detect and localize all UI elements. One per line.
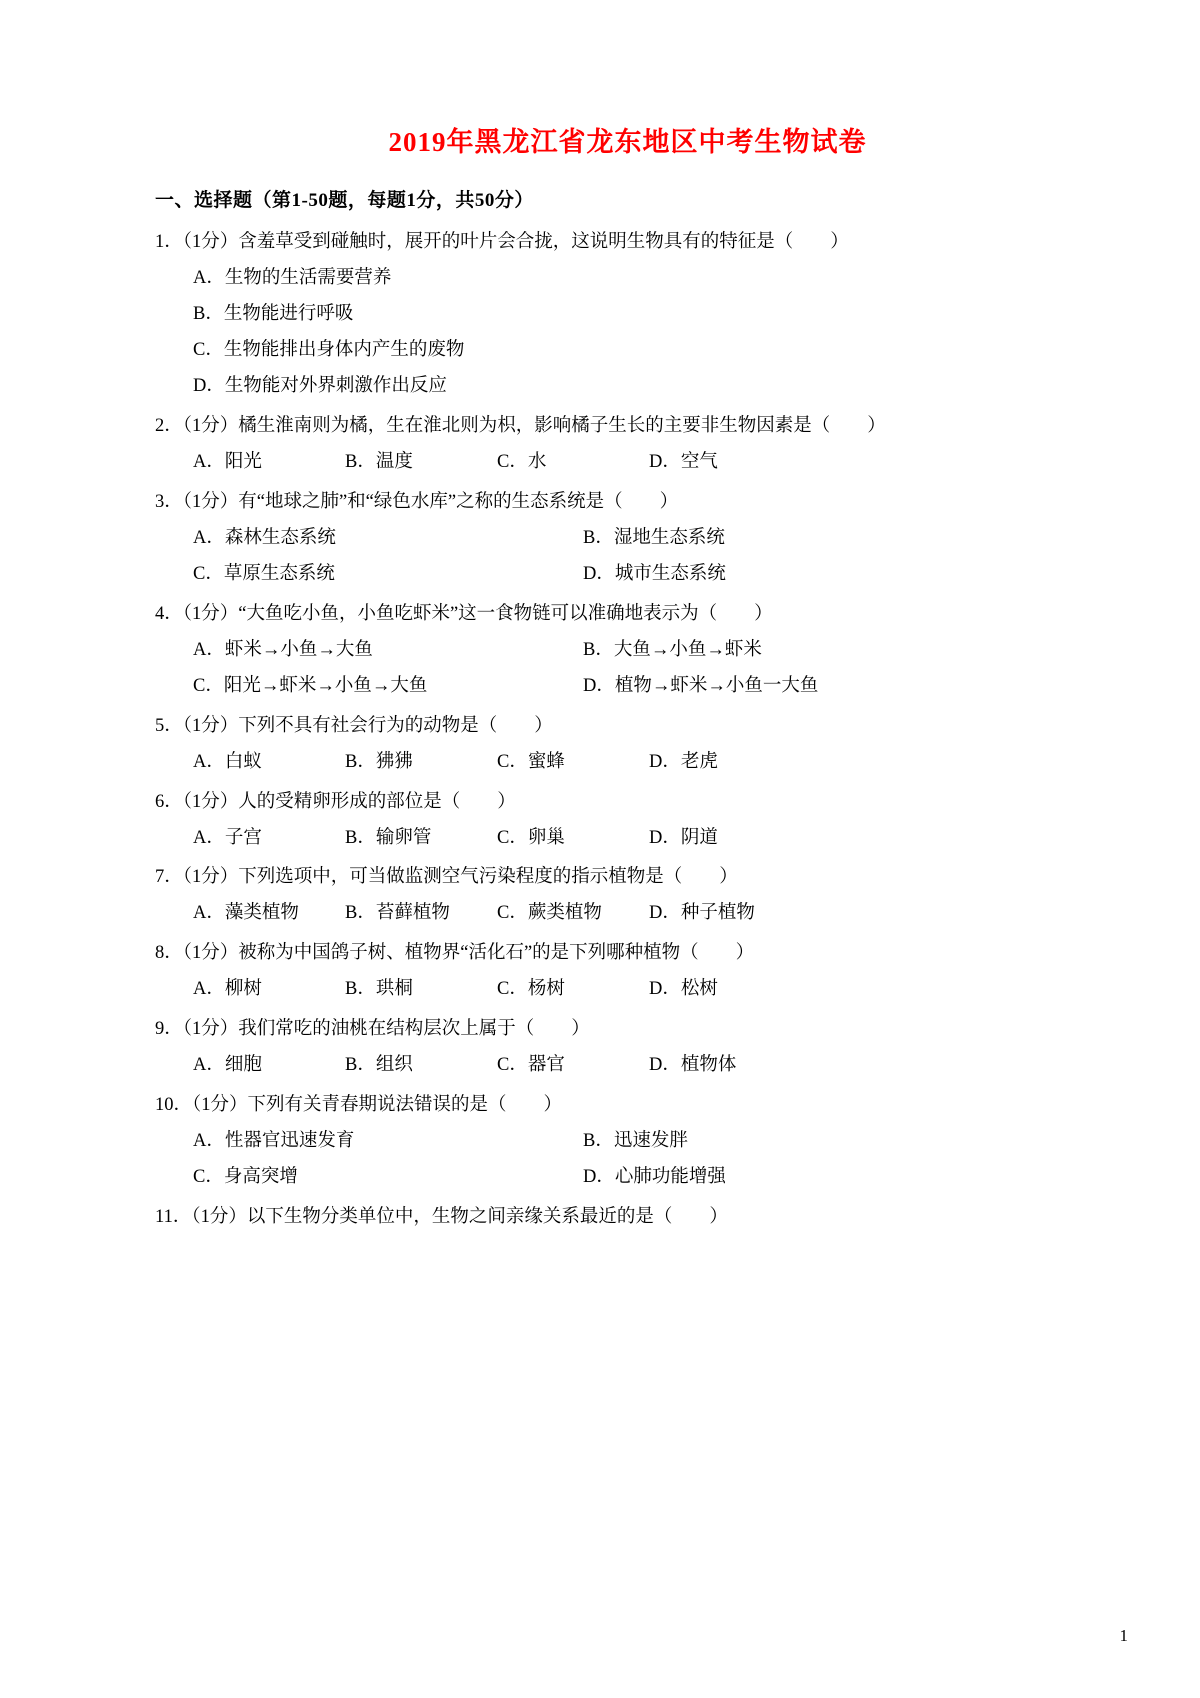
option-a[interactable]: A．虾米→小鱼→大鱼 [193, 639, 373, 660]
option-a[interactable]: A．白蚁 [193, 751, 262, 772]
option-row [155, 560, 1100, 590]
option-a[interactable]: A．柳树 [193, 979, 262, 1000]
option-a[interactable]: A．生物的生活需要营养 [193, 267, 392, 288]
option-d[interactable]: D．心肺功能增强 [583, 1167, 726, 1188]
option-d[interactable]: D．城市生态系统 [583, 563, 726, 584]
question-item [155, 863, 1100, 929]
option-row [155, 672, 1100, 702]
option-group [155, 899, 1100, 929]
option-d[interactable]: D．植物→虾米→小鱼一大鱼 [583, 675, 819, 696]
question-item [155, 412, 1100, 478]
question-stem: 5．（1分）下列不具有社会行为的动物是（ ） [155, 715, 553, 736]
option-c[interactable]: C．草原生态系统 [193, 563, 335, 584]
option-c[interactable]: C．生物能排出身体内产生的废物 [193, 339, 465, 360]
question-item [155, 939, 1100, 1005]
option-d[interactable]: D．生物能对外界刺激作出反应 [193, 375, 447, 396]
option-b[interactable]: B．输卵管 [345, 827, 432, 848]
option-b[interactable]: B．湿地生态系统 [583, 527, 725, 548]
option-b[interactable]: B．生物能进行呼吸 [193, 303, 354, 324]
option-group [155, 1127, 1100, 1193]
option-d[interactable]: D．老虎 [649, 751, 718, 772]
option-group [155, 748, 1100, 778]
option-c[interactable]: C．蜜蜂 [497, 751, 565, 772]
question-stem: 10．（1分）下列有关青春期说法错误的是（ ） [155, 1095, 563, 1116]
page-title: 2019年黑龙江省龙东地区中考生物试卷 [388, 127, 867, 157]
question-item [155, 788, 1100, 854]
question-item [155, 600, 1100, 702]
option-c[interactable]: C．水 [497, 451, 547, 472]
option-row [155, 975, 1100, 1005]
question-stem: 9．（1分）我们常吃的油桃在结构层次上属于（ ） [155, 1019, 590, 1040]
option-group [155, 524, 1100, 590]
option-b[interactable]: B．温度 [345, 451, 413, 472]
option-b[interactable]: B．迅速发胖 [583, 1131, 688, 1152]
option-group [155, 448, 1100, 478]
option-a[interactable]: A．藻类植物 [193, 903, 299, 924]
option-row [155, 748, 1100, 778]
option-a[interactable]: A．子宫 [193, 827, 262, 848]
option-d[interactable]: D．种子植物 [649, 903, 755, 924]
option-row [155, 636, 1100, 666]
option-row [155, 1163, 1100, 1193]
question-stem: 3．（1分）有“地球之肺”和“绿色水库”之称的生态系统是（ ） [155, 491, 679, 512]
option-d[interactable]: D．阴道 [649, 827, 718, 848]
question-item [155, 1091, 1100, 1193]
option-a[interactable]: A．细胞 [193, 1055, 262, 1076]
option-c[interactable]: C．卵巢 [497, 827, 565, 848]
question-item [155, 1203, 1100, 1233]
option-group [155, 975, 1100, 1005]
option-d[interactable]: D．松树 [649, 979, 718, 1000]
question-stem: 4．（1分）“大鱼吃小鱼，小鱼吃虾米”这一食物链可以准确地表示为（ ） [155, 603, 773, 624]
option-row [155, 824, 1100, 854]
option-group [155, 264, 1100, 402]
option-a[interactable]: A．性器官迅速发育 [193, 1131, 355, 1152]
question-item [155, 488, 1100, 590]
question-stem: 2．（1分）橘生淮南则为橘，生在淮北则为枳，影响橘子生长的主要非生物因素是（ ） [155, 415, 886, 436]
option-b[interactable]: B．组织 [345, 1055, 413, 1076]
option-row [155, 448, 1100, 478]
option-row [155, 524, 1100, 554]
question-item [155, 712, 1100, 778]
option-c[interactable]: C．阳光→虾米→小鱼→大鱼 [193, 675, 428, 696]
option-row [155, 1127, 1100, 1157]
option-row [155, 300, 1100, 330]
option-row [155, 372, 1100, 402]
option-row [155, 264, 1100, 294]
question-stem: 7．（1分）下列选项中，可当做监测空气污染程度的指示植物是（ ） [155, 867, 738, 888]
question-list [155, 228, 1100, 1233]
option-d[interactable]: D．植物体 [649, 1055, 737, 1076]
option-row [155, 899, 1100, 929]
option-d[interactable]: D．空气 [649, 451, 718, 472]
section-heading: 一、选择题（第1-50题，每题1分，共50分） [155, 190, 534, 211]
option-group [155, 636, 1100, 702]
option-c[interactable]: C．器官 [497, 1055, 565, 1076]
option-c[interactable]: C．蕨类植物 [497, 903, 602, 924]
page-number: 1 [1119, 1626, 1128, 1645]
option-c[interactable]: C．身高突增 [193, 1167, 298, 1188]
question-stem: 8．（1分）被称为中国鸽子树、植物界“活化石”的是下列哪种植物（ ） [155, 943, 755, 964]
option-row [155, 336, 1100, 366]
question-stem: 6．（1分）人的受精卵形成的部位是（ ） [155, 791, 516, 812]
question-stem: 11．（1分）以下生物分类单位中，生物之间亲缘关系最近的是（ ） [155, 1207, 728, 1228]
option-c[interactable]: C．杨树 [497, 979, 565, 1000]
option-a[interactable]: A．阳光 [193, 451, 262, 472]
question-stem: 1．（1分）含羞草受到碰触时，展开的叶片会合拢，这说明生物具有的特征是（ ） [155, 232, 849, 252]
option-group [155, 1051, 1100, 1081]
option-group [155, 824, 1100, 854]
option-row [155, 1051, 1100, 1081]
option-b[interactable]: B．大鱼→小鱼→虾米 [583, 639, 762, 660]
option-a[interactable]: A．森林生态系统 [193, 527, 336, 548]
question-item [155, 228, 1100, 402]
option-b[interactable]: B．狒狒 [345, 751, 413, 772]
option-b[interactable]: B．珙桐 [345, 979, 413, 1000]
option-b[interactable]: B．苔藓植物 [345, 903, 450, 924]
question-item [155, 1015, 1100, 1081]
